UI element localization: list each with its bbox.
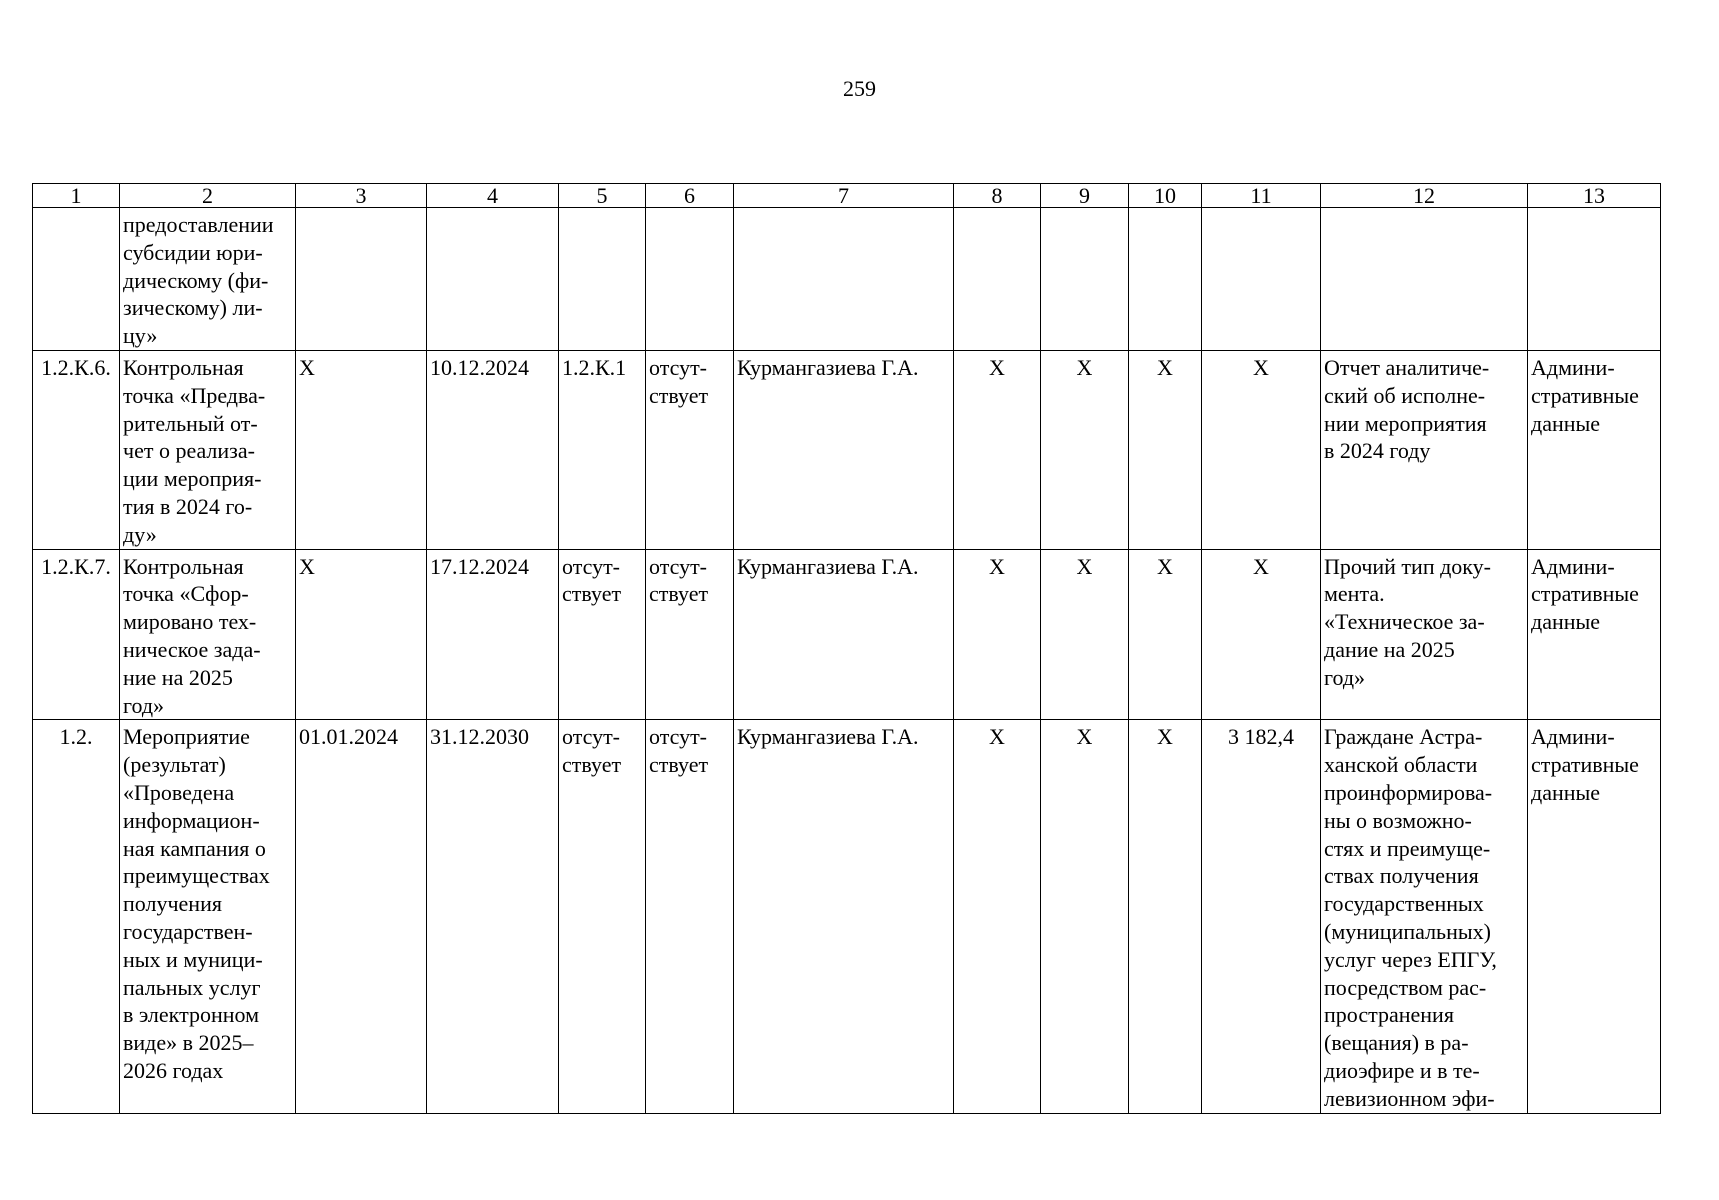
value-cell: X: [1129, 549, 1202, 720]
column-header: 8: [954, 184, 1041, 208]
responsible-cell: [734, 208, 954, 351]
name-cell: Контрольная точка «Предва- рительный от- чет о реализа- ции мероприя- тия в 2024 го- ду»: [120, 350, 296, 549]
column-header: 6: [646, 184, 734, 208]
value-cell: X: [1041, 350, 1129, 549]
value-cell: [1129, 208, 1202, 351]
successor-cell: отсут- ствует: [646, 549, 734, 720]
value-cell: [1202, 208, 1321, 351]
end-date-cell: 31.12.2030: [427, 720, 559, 1113]
responsible-cell: Курмангазиева Г.А.: [734, 549, 954, 720]
value-cell: X: [1041, 720, 1129, 1113]
column-header: 13: [1528, 184, 1661, 208]
column-header: 3: [296, 184, 427, 208]
source-cell: [1528, 208, 1661, 351]
successor-cell: отсут- ствует: [646, 350, 734, 549]
column-header: 2: [120, 184, 296, 208]
responsible-cell: Курмангазиева Г.А.: [734, 720, 954, 1113]
start-date-cell: X: [296, 350, 427, 549]
value-cell: X: [954, 720, 1041, 1113]
predecessor-cell: [559, 208, 646, 351]
end-date-cell: 17.12.2024: [427, 549, 559, 720]
value-cell: [954, 208, 1041, 351]
column-header: 9: [1041, 184, 1129, 208]
column-header: 7: [734, 184, 954, 208]
table-row: [33, 720, 1661, 1113]
column-header: 12: [1321, 184, 1528, 208]
document-type-cell: Граждане Астра- ханской области проинформирова- ны о возможно- стях и преимуще- ствах получения государственных (муниципальных) услуг через ЕПГУ, посредством рас- пространения (вещания) в ра- диоэфире и в те- левизионном эфи-: [1321, 720, 1528, 1113]
source-cell: Админи- стративные данные: [1528, 350, 1661, 549]
table-row: [33, 208, 1661, 351]
row-number-cell: 1.2.: [33, 720, 120, 1113]
responsible-cell: Курмангазиева Г.А.: [734, 350, 954, 549]
column-header: 1: [33, 184, 120, 208]
name-cell: Контрольная точка «Сфор- мировано тех- ническое зада- ние на 2025 год»: [120, 549, 296, 720]
page-number: 259: [843, 76, 876, 101]
value-cell: X: [1129, 350, 1202, 549]
table-row: [33, 549, 1661, 720]
name-cell: предоставлении субсидии юри- дическому (фи- зическому) ли- цу»: [120, 208, 296, 351]
value-cell: X: [1202, 549, 1321, 720]
value-cell: X: [1041, 549, 1129, 720]
column-header: 10: [1129, 184, 1202, 208]
source-cell: Админи- стративные данные: [1528, 549, 1661, 720]
start-date-cell: [296, 208, 427, 351]
column-header: 4: [427, 184, 559, 208]
row-number-cell: 1.2.К.6.: [33, 350, 120, 549]
value-cell: X: [954, 549, 1041, 720]
column-header: 5: [559, 184, 646, 208]
document-type-cell: Прочий тип доку- мента. «Техническое за- дание на 2025 год»: [1321, 549, 1528, 720]
successor-cell: [646, 208, 734, 351]
value-cell: X: [1129, 720, 1202, 1113]
document-table: [32, 183, 1661, 1114]
row-number-cell: [33, 208, 120, 351]
row-number-cell: 1.2.К.7.: [33, 549, 120, 720]
table-row: [33, 350, 1661, 549]
predecessor-cell: отсут- ствует: [559, 720, 646, 1113]
value-cell: [1041, 208, 1129, 351]
predecessor-cell: 1.2.К.1: [559, 350, 646, 549]
start-date-cell: X: [296, 549, 427, 720]
document-type-cell: [1321, 208, 1528, 351]
document-type-cell: Отчет аналитиче- ский об исполне- нии мероприятия в 2024 году: [1321, 350, 1528, 549]
successor-cell: отсут- ствует: [646, 720, 734, 1113]
end-date-cell: 10.12.2024: [427, 350, 559, 549]
value-cell: X: [954, 350, 1041, 549]
end-date-cell: [427, 208, 559, 351]
value-cell: 3 182,4: [1202, 720, 1321, 1113]
column-number-row: [33, 184, 1661, 208]
source-cell: Админи- стративные данные: [1528, 720, 1661, 1113]
name-cell: Мероприятие (результат) «Проведена информацион- ная кампания о преимуществах получения государствен- ных и муници- пальных услуг в электронном виде» в 2025– 2026 годах: [120, 720, 296, 1113]
column-header: 11: [1202, 184, 1321, 208]
predecessor-cell: отсут- ствует: [559, 549, 646, 720]
start-date-cell: 01.01.2024: [296, 720, 427, 1113]
value-cell: X: [1202, 350, 1321, 549]
